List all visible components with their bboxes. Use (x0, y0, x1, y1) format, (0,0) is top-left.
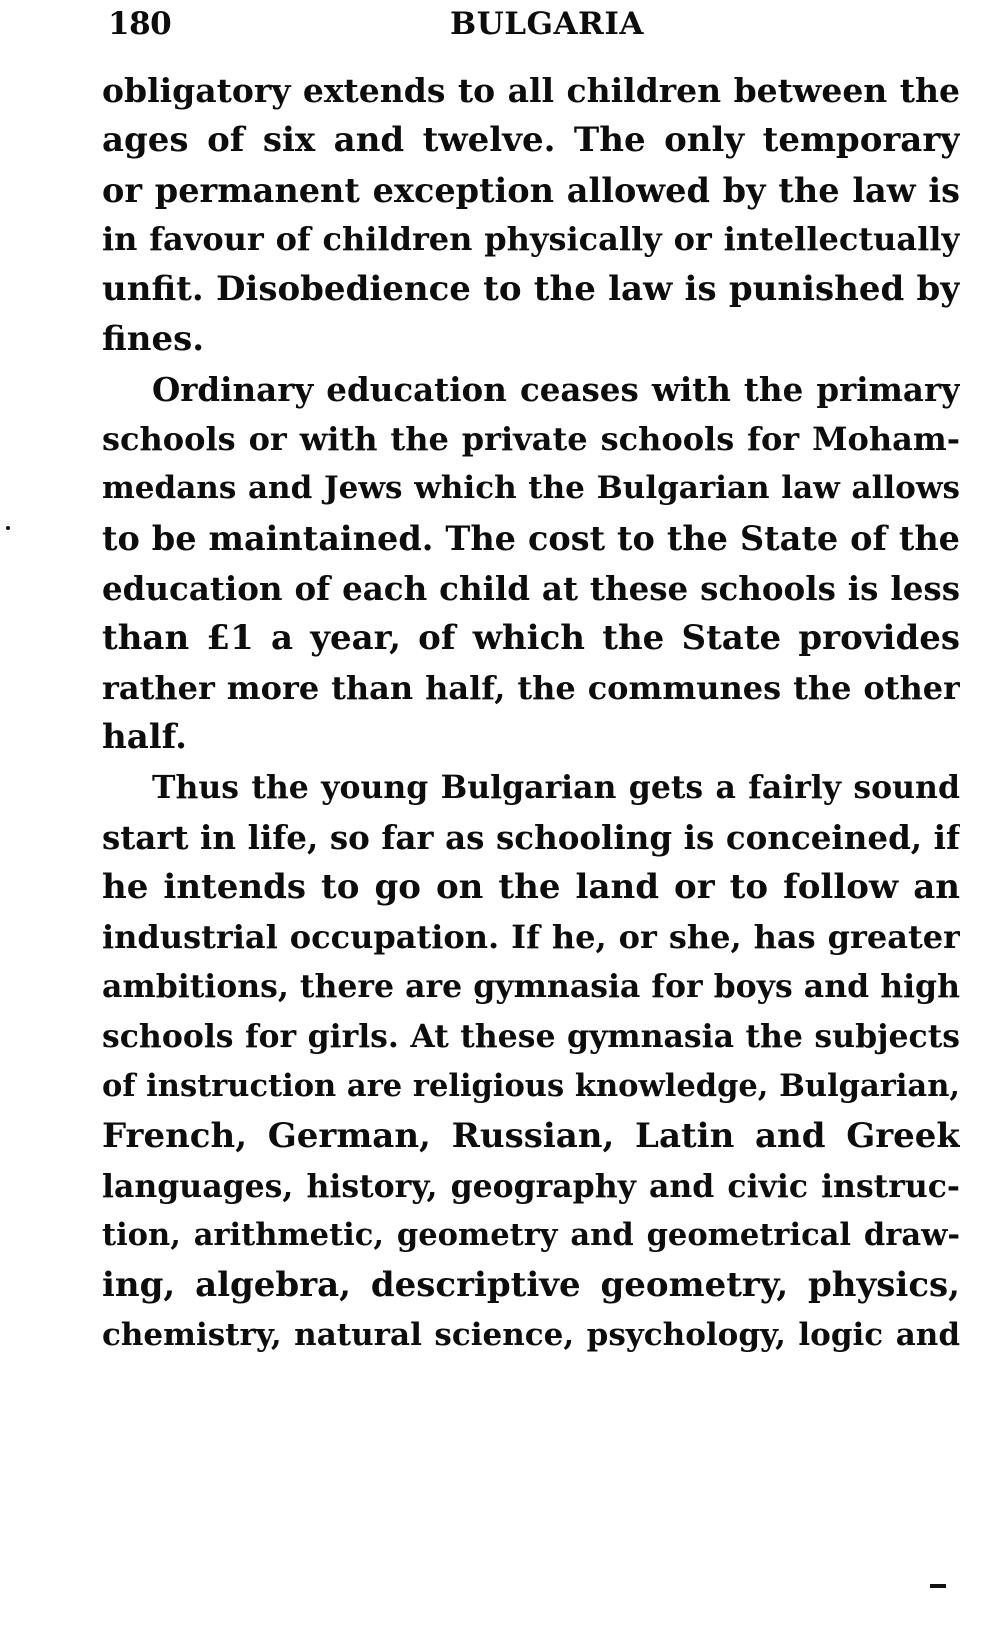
text-line: French, German, Russian, Latin and Greek (102, 1115, 960, 1156)
text-line: ing, algebra, descriptive geometry, physics, (102, 1265, 960, 1306)
text-line: unfit. Disobedience to the law is punished by (102, 269, 960, 310)
text-line: fines. (102, 318, 205, 359)
paragraph-first-line: Ordinary education ceases with the primary (152, 369, 960, 409)
text-line: to be maintained. The cost to the State of the (102, 519, 960, 559)
running-head (108, 6, 968, 46)
text-line: schools for girls. At these gymnasia the subjects (102, 1018, 960, 1056)
text-line: medans and Jews which the Bulgarian law allows (102, 470, 960, 507)
text-line: ambitions, there are gymnasia for boys and high (102, 968, 960, 1006)
text-line: in favour of children physically or intellectually (102, 220, 960, 259)
text-line: education of each child at these schools is less (102, 568, 960, 608)
running-title: BULGARIA (450, 6, 644, 42)
text-line: start in life, so far as schooling is conceined, if (102, 817, 960, 857)
text-line: than £1 a year, of which the State provides (102, 617, 960, 658)
text-line: or permanent exception allowed by the law is (102, 170, 960, 210)
text-line: chemistry, natural science, psychology, logic and (102, 1316, 960, 1353)
text-line: ages of six and twelve. The only temporary (102, 119, 960, 160)
text-line: languages, history, geography and civic instruc- (102, 1167, 960, 1205)
page-number: 180 (108, 6, 172, 42)
scan-speck (6, 526, 10, 530)
text-line: tion, arithmetic, geometry and geometrical draw- (102, 1217, 960, 1254)
scan-mark (930, 1584, 946, 1588)
body-text (102, 66, 960, 1361)
text-line: rather more than half, the communes the other (102, 668, 960, 707)
text-line: of instruction are religious knowledge, Bulgarian, (102, 1067, 960, 1104)
text-line: half. (102, 717, 187, 758)
text-line: obligatory extends to all children between the (102, 71, 960, 110)
text-line: industrial occupation. If he, or she, has greater (102, 917, 960, 956)
text-line: schools or with the private schools for Moham- (102, 419, 960, 458)
paragraph-first-line: Thus the young Bulgarian gets a fairly sound (152, 769, 960, 807)
text-line: he intends to go on the land or to follow an (102, 866, 960, 907)
